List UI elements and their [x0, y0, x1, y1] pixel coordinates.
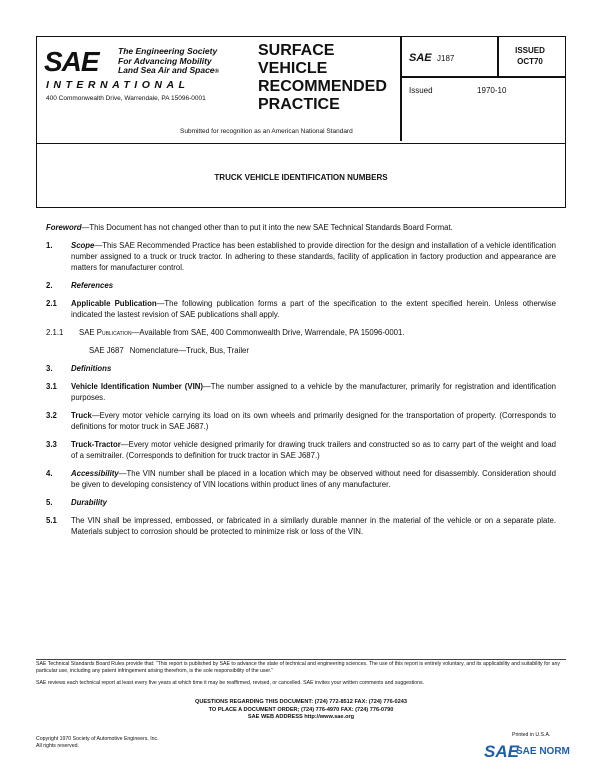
- corner-watermark: SAE NORM: [516, 746, 570, 757]
- reference-j687: SAE J687 Nomenclature—Truck, Bus, Trailer: [89, 346, 249, 355]
- footer-contacts: QUESTIONS REGARDING THIS DOCUMENT: (724) 772-8512 FAX: (724) 776-0243 TO PLACE A DOCUMENT ORDER; (724) 776-4970 FAX: (724) 776-0790 SAE WEB ADDRESS http://www.sae.org: [194, 699, 407, 720]
- issued-label: ISSUED OCT70: [515, 46, 545, 66]
- footer-rule: [36, 659, 566, 660]
- printed-note: Printed in U.S.A.: [512, 732, 551, 738]
- section-1: 1. Scope—This SAE Recommended Practice has been established to provide direction for the design and installation of a vehicle identification number assigned to a truck or truck tractor. In adhering to these standards, facility of application in factory production and appearance are matters for manufacturer control.: [46, 241, 556, 272]
- section-3-1: 3.1 Vehicle Identification Number (VIN)—The number assigned to a vehicle by the manufacturer, primarily for registration and identification purposes.: [46, 382, 556, 402]
- section-4: 4. Accessibility—The VIN number shall be placed in a location which may be observed without need for disassembly. Consideration should be given to developing consistency of VIN locations within product lines of any manufacturer.: [46, 469, 556, 489]
- section-3-2: 3.2 Truck—Every motor vehicle carrying its load on its own wheels and primarily designed for the transportation of property. (Corresponds to definitions for motor truck in SAE J687.): [46, 411, 556, 431]
- sae-logo: SAE: [44, 46, 99, 77]
- section-5: 5. Durability: [46, 498, 107, 507]
- tagline: The Engineering Society For Advancing Mobility Land Sea Air and Space®: [118, 46, 219, 75]
- section-3: 3. Definitions: [46, 364, 112, 373]
- submitted-note: Submitted for recognition as an American National Standard: [180, 128, 353, 135]
- document-type: SURFACE VEHICLE RECOMMENDED PRACTICE: [258, 42, 387, 113]
- section-2-1-1: 2.1.1 SAE Publication—Available from SAE, 400 Commonwealth Drive, Warrendale, PA 15096-0001.: [46, 328, 405, 337]
- document-title: TRUCK VEHICLE IDENTIFICATION NUMBERS: [214, 173, 388, 182]
- section-2-1: 2.1 Applicable Publication—The following publication forms a part of the specification to the extent specified herein. Unless otherwise indicated the lastest revision of SAE publications shall apply.: [46, 299, 556, 319]
- copyright: Copyright 1970 Society of Automotive Engineers, Inc. All rights reserved.: [36, 736, 159, 749]
- document-number: J187: [437, 54, 455, 63]
- international-label: INTERNATIONAL: [46, 79, 190, 91]
- section-2: 2. References: [46, 281, 114, 290]
- corner-sae-logo: SAE: [484, 742, 519, 761]
- footer-policy: SAE Technical Standards Board Rules provide that: “This report is published by SAE to advance the state of technical and engineering sciences. The use of this report is entirely voluntary, and its applicability and suitability for any particular use, including any patent infringement arising therefrom, is the sole responsibility of the user.” SAE reviews each technical report at least every five years at which time it may be reaffirmed, revised, or cancelled. SAE invites your written comments and suggestions.: [36, 661, 560, 686]
- section-5-1: 5.1 The VIN shall be impressed, embossed, or fabricated in a similarly durable manner in the material of the vehicle or on a separate plate. Materials subject to corrosion should be protected to minimize risk or loss of the VIN.: [46, 516, 556, 536]
- section-3-3: 3.3 Truck-Tractor—Every motor vehicle designed primarily for drawing truck trailers and constructed so as to carry part of the weight and load of a semitrailer. (Corresponds to definition for truck tractor in SAE J687.): [46, 440, 556, 460]
- sae-address: 400 Commonwealth Drive, Warrendale, PA 15096-0001: [46, 95, 206, 102]
- header-divider: [400, 76, 566, 78]
- foreword: Foreword—This Document has not changed other than to put it into the new SAE Technical Standards Board Format.: [46, 223, 453, 232]
- document-body: [46, 222, 556, 544]
- header-divider: [400, 36, 402, 141]
- doc-sae-logo: SAE: [409, 52, 432, 64]
- header-divider: [497, 36, 499, 76]
- issued-row: Issued 1970-10: [409, 86, 507, 95]
